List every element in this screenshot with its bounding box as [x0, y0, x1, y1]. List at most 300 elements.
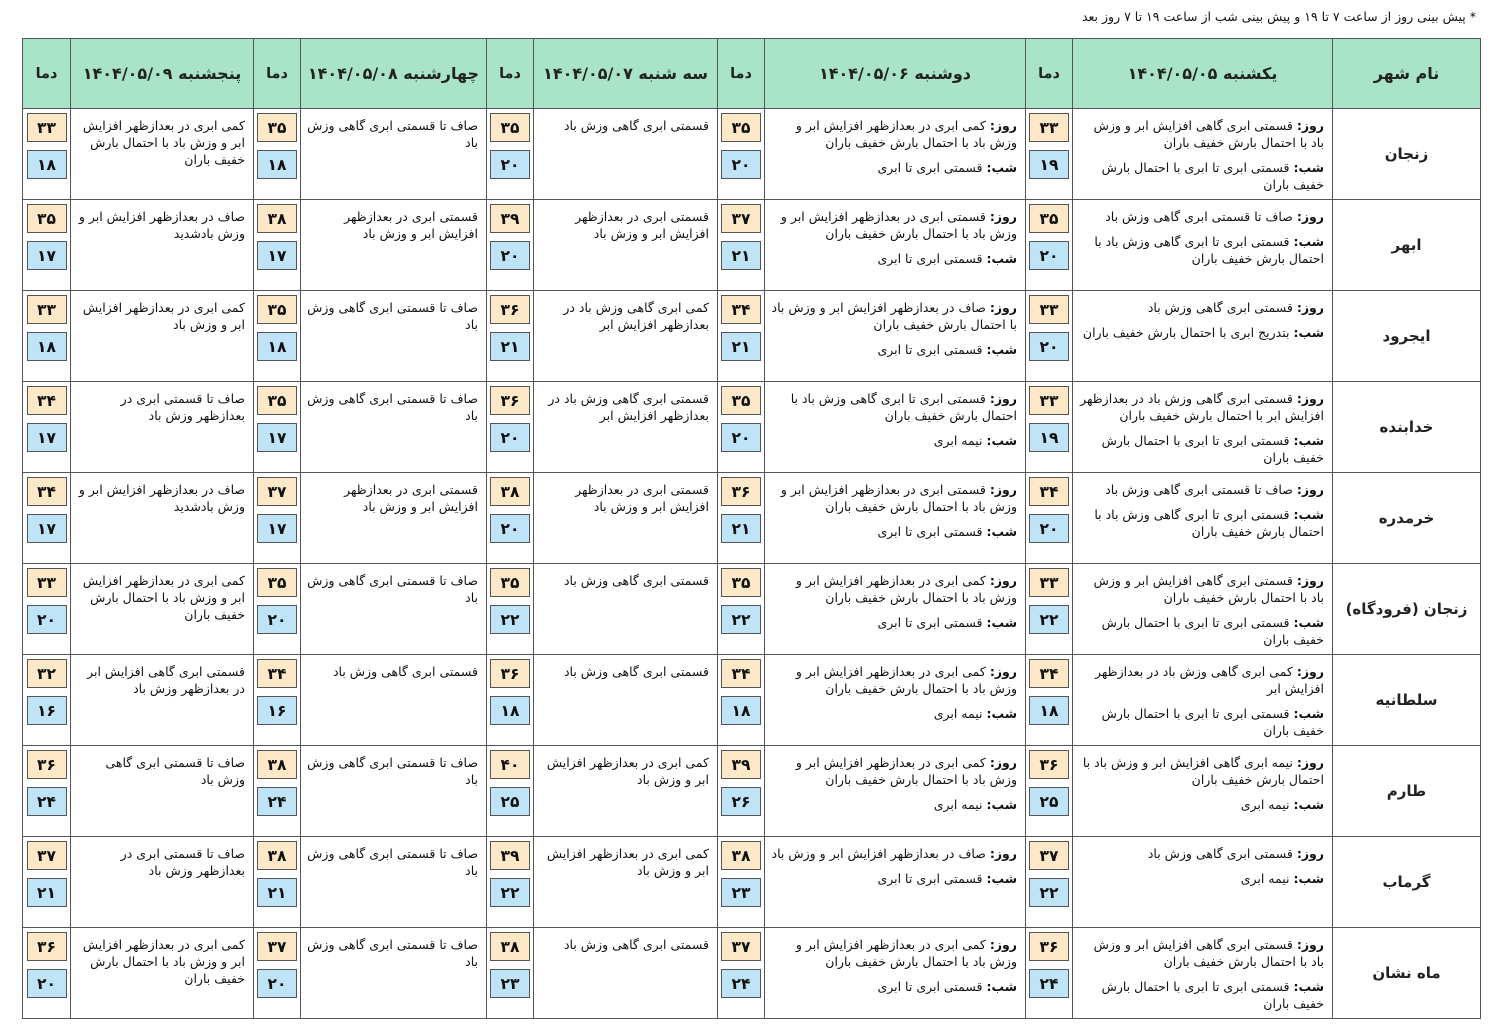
max-temp-badge: ۳۵ — [257, 568, 297, 597]
forecast-desc — [1073, 837, 1333, 928]
day-text: قسمتی ابری گاهی افزایش ابر و وزش باد با احتمال بارش خفیف باران — [1093, 118, 1324, 150]
forecast-text: صاف تا قسمتی ابری در بعدازظهر وزش باد — [120, 391, 245, 423]
forecast-desc — [301, 564, 487, 655]
temp-cell — [23, 746, 71, 837]
night-text: قسمتی ابری تا ابری با احتمال بارش خفیف باران — [1101, 433, 1324, 465]
temp-cell — [487, 746, 534, 837]
temp-cell — [23, 109, 71, 200]
max-temp-badge: ۳۳ — [1029, 113, 1069, 142]
min-temp-badge: ۲۲ — [1029, 878, 1069, 907]
day-label: روز: — [1296, 209, 1324, 224]
temp-cell — [718, 564, 765, 655]
max-temp-badge: ۳۷ — [257, 932, 297, 961]
night-forecast — [771, 250, 1017, 267]
temp-cell — [254, 291, 301, 382]
forecast-desc — [301, 291, 487, 382]
min-temp-badge: ۱۹ — [1029, 150, 1069, 179]
day-forecast — [771, 572, 1017, 606]
day-text: صاف تا قسمتی ابری گاهی وزش باد — [1105, 482, 1293, 497]
forecast-text: صاف تا قسمتی ابری گاهی وزش باد — [307, 937, 478, 969]
night-forecast — [1079, 870, 1324, 887]
day-label: روز: — [1296, 664, 1324, 679]
day-label: روز: — [989, 118, 1017, 133]
min-temp-badge: ۱۹ — [1029, 423, 1069, 452]
forecast-desc — [534, 200, 718, 291]
min-temp-badge: ۲۳ — [490, 969, 530, 998]
table-row — [23, 564, 1481, 655]
max-temp-badge: ۳۳ — [1029, 295, 1069, 324]
night-text: قسمتی ابری تا ابری — [877, 342, 983, 357]
temp-cell — [487, 109, 534, 200]
night-forecast — [1079, 233, 1324, 267]
min-temp-badge: ۲۰ — [27, 969, 67, 998]
forecast-desc — [301, 473, 487, 564]
night-forecast — [771, 341, 1017, 358]
forecast-text: قسمتی ابری گاهی وزش باد — [563, 573, 709, 588]
min-temp-badge: ۲۵ — [490, 787, 530, 816]
temp-cell — [1026, 109, 1073, 200]
day-forecast — [771, 299, 1017, 333]
temp-cell — [1026, 746, 1073, 837]
max-temp-badge: ۳۹ — [490, 204, 530, 233]
night-text: قسمتی ابری تا ابری — [877, 251, 983, 266]
night-label: شب: — [1293, 797, 1324, 812]
forecast-desc — [301, 109, 487, 200]
max-temp-badge: ۳۳ — [27, 295, 67, 324]
temp-cell — [487, 655, 534, 746]
night-text: قسمتی ابری تا ابری با احتمال بارش خفیف باران — [1101, 979, 1324, 1011]
night-forecast — [1079, 159, 1324, 193]
night-label: شب: — [1293, 979, 1324, 994]
day-label: روز: — [1296, 755, 1324, 770]
night-forecast — [771, 432, 1017, 449]
night-label: شب: — [1293, 433, 1324, 448]
forecast-text: قسمتی ابری در بعدازظهر افزایش ابر و وزش باد — [575, 209, 709, 241]
city-name: گرماب — [1333, 837, 1481, 928]
night-text: نیمه ابری — [1240, 797, 1290, 812]
day-forecast — [771, 117, 1017, 151]
max-temp-badge: ۳۷ — [1029, 841, 1069, 870]
night-label: شب: — [986, 706, 1017, 721]
day-text: قسمتی ابری گاهی وزش باد — [1147, 846, 1293, 861]
forecast-text: قسمتی ابری در بعدازظهر افزایش ابر و وزش باد — [344, 209, 478, 241]
forecast-desc — [765, 200, 1026, 291]
max-temp-badge: ۳۳ — [1029, 386, 1069, 415]
max-temp-badge: ۳۴ — [721, 295, 761, 324]
city-name: سلطانیه — [1333, 655, 1481, 746]
max-temp-badge: ۳۶ — [27, 932, 67, 961]
header-temp-0: دما — [1026, 39, 1073, 109]
temp-cell — [23, 837, 71, 928]
day-forecast — [1079, 663, 1324, 697]
day-forecast — [771, 208, 1017, 242]
forecast-desc — [534, 473, 718, 564]
min-temp-badge: ۲۰ — [27, 605, 67, 634]
min-temp-badge: ۱۷ — [27, 241, 67, 270]
night-forecast — [1079, 432, 1324, 466]
temp-cell — [23, 382, 71, 473]
forecast-text: قسمتی ابری در بعدازظهر افزایش ابر و وزش باد — [344, 482, 478, 514]
min-temp-badge: ۲۰ — [1029, 241, 1069, 270]
forecast-desc — [534, 564, 718, 655]
max-temp-badge: ۳۵ — [27, 204, 67, 233]
min-temp-badge: ۲۰ — [721, 423, 761, 452]
temp-cell — [718, 200, 765, 291]
forecast-text: صاف تا قسمتی ابری گاهی وزش باد — [307, 846, 478, 878]
forecast-text: صاف تا قسمتی ابری گاهی وزش باد — [307, 391, 478, 423]
forecast-desc — [71, 746, 254, 837]
day-text: قسمتی ابری گاهی افزایش ابر و وزش باد با احتمال بارش خفیف باران — [1093, 573, 1324, 605]
min-temp-badge: ۱۸ — [257, 150, 297, 179]
max-temp-badge: ۴۰ — [490, 750, 530, 779]
forecast-desc — [765, 837, 1026, 928]
forecast-desc — [71, 655, 254, 746]
max-temp-badge: ۳۷ — [721, 932, 761, 961]
forecast-desc — [765, 382, 1026, 473]
forecast-desc — [1073, 382, 1333, 473]
temp-cell — [487, 928, 534, 1019]
table-row — [23, 382, 1481, 473]
min-temp-badge: ۲۲ — [721, 605, 761, 634]
day-label: روز: — [989, 391, 1017, 406]
night-forecast — [771, 523, 1017, 540]
forecast-desc — [301, 382, 487, 473]
max-temp-badge: ۳۵ — [721, 568, 761, 597]
night-label: شب: — [986, 524, 1017, 539]
temp-cell — [487, 473, 534, 564]
temp-cell — [23, 655, 71, 746]
min-temp-badge: ۲۰ — [257, 969, 297, 998]
day-text: قسمتی ابری گاهی افزایش ابر و وزش باد با احتمال بارش خفیف باران — [1093, 937, 1324, 969]
day-text: کمی ابری در بعدازظهر افزایش ابر و وزش باد با احتمال بارش خفیف باران — [795, 937, 1017, 969]
table-row — [23, 200, 1481, 291]
header-day-4: پنجشنبه ۱۴۰۴/۰۵/۰۹ — [71, 39, 254, 109]
night-text: قسمتی ابری تا ابری — [877, 524, 983, 539]
max-temp-badge: ۳۴ — [1029, 477, 1069, 506]
max-temp-badge: ۳۲ — [27, 659, 67, 688]
temp-cell — [254, 655, 301, 746]
temp-cell — [718, 837, 765, 928]
day-forecast — [771, 845, 1017, 862]
forecast-text: صاف تا قسمتی ابری گاهی وزش باد — [307, 300, 478, 332]
day-forecast — [1079, 845, 1324, 862]
temp-cell — [718, 382, 765, 473]
day-label: روز: — [989, 755, 1017, 770]
forecast-desc — [534, 928, 718, 1019]
temp-cell — [1026, 837, 1073, 928]
temp-cell — [254, 382, 301, 473]
forecast-text: صاف تا قسمتی ابری گاهی وزش باد — [105, 755, 245, 787]
forecast-text: کمی ابری در بعدازظهر افزایش ابر و وزش باد با احتمال بارش خفیف باران — [82, 937, 245, 986]
min-temp-badge: ۲۰ — [721, 150, 761, 179]
max-temp-badge: ۳۹ — [490, 841, 530, 870]
forecast-desc — [765, 109, 1026, 200]
day-text: صاف تا قسمتی ابری گاهی وزش باد — [1105, 209, 1293, 224]
min-temp-badge: ۲۲ — [490, 878, 530, 907]
max-temp-badge: ۳۸ — [257, 841, 297, 870]
night-forecast — [771, 796, 1017, 813]
night-label: شب: — [1293, 615, 1324, 630]
temp-cell — [1026, 200, 1073, 291]
day-text: کمی ابری در بعدازظهر افزایش ابر و وزش باد با احتمال بارش خفیف باران — [795, 118, 1017, 150]
night-forecast — [771, 870, 1017, 887]
day-forecast — [771, 663, 1017, 697]
forecast-desc — [1073, 109, 1333, 200]
day-label: روز: — [989, 937, 1017, 952]
temp-cell — [1026, 291, 1073, 382]
night-text: قسمتی ابری تا ابری گاهی وزش باد با احتمال بارش خفیف باران — [1094, 507, 1324, 539]
city-name: زنجان (فرودگاه) — [1333, 564, 1481, 655]
forecast-desc — [1073, 564, 1333, 655]
min-temp-badge: ۲۰ — [257, 605, 297, 634]
min-temp-badge: ۱۷ — [257, 423, 297, 452]
temp-cell — [487, 837, 534, 928]
header-temp-3: دما — [254, 39, 301, 109]
night-label: شب: — [986, 342, 1017, 357]
night-text: قسمتی ابری تا ابری — [877, 160, 983, 175]
night-forecast — [1079, 506, 1324, 540]
forecast-text: کمی ابری در بعدازظهر افزایش ابر و وزش باد با احتمال بارش خفیف باران — [82, 118, 245, 167]
night-label: شب: — [1293, 871, 1324, 886]
max-temp-badge: ۳۴ — [27, 477, 67, 506]
day-label: روز: — [1296, 937, 1324, 952]
temp-cell — [718, 928, 765, 1019]
temp-cell — [718, 473, 765, 564]
day-forecast — [1079, 754, 1324, 788]
night-forecast — [1079, 614, 1324, 648]
day-text: صاف در بعدازظهر افزایش ابر و وزش باد با احتمال بارش خفیف باران — [771, 300, 1017, 332]
max-temp-badge: ۳۸ — [490, 477, 530, 506]
max-temp-badge: ۳۴ — [721, 659, 761, 688]
night-label: شب: — [986, 433, 1017, 448]
city-name: خدابنده — [1333, 382, 1481, 473]
table-row — [23, 109, 1481, 200]
header-day-0: یکشنبه ۱۴۰۴/۰۵/۰۵ — [1073, 39, 1333, 109]
temp-cell — [254, 200, 301, 291]
night-label: شب: — [1293, 706, 1324, 721]
city-name: ایجرود — [1333, 291, 1481, 382]
min-temp-badge: ۱۶ — [27, 696, 67, 725]
day-text: کمی ابری گاهی وزش باد در بعدازظهر افزایش ابر — [1095, 664, 1324, 696]
min-temp-badge: ۱۸ — [27, 150, 67, 179]
night-label: شب: — [986, 251, 1017, 266]
day-label: روز: — [989, 482, 1017, 497]
forecast-desc — [534, 837, 718, 928]
forecast-text: صاف در بعدازظهر افزایش ابر و وزش بادشدید — [78, 482, 245, 514]
forecast-desc — [1073, 473, 1333, 564]
forecast-desc — [765, 746, 1026, 837]
day-forecast — [1079, 299, 1324, 316]
max-temp-badge: ۳۹ — [721, 750, 761, 779]
max-temp-badge: ۳۶ — [1029, 932, 1069, 961]
temp-cell — [254, 928, 301, 1019]
max-temp-badge: ۳۶ — [27, 750, 67, 779]
min-temp-badge: ۲۱ — [721, 241, 761, 270]
temp-cell — [718, 291, 765, 382]
min-temp-badge: ۲۴ — [257, 787, 297, 816]
min-temp-badge: ۲۶ — [721, 787, 761, 816]
forecast-desc — [301, 746, 487, 837]
max-temp-badge: ۳۸ — [257, 750, 297, 779]
night-text: قسمتی ابری تا ابری — [877, 615, 983, 630]
night-label: شب: — [1293, 234, 1324, 249]
night-label: شب: — [986, 871, 1017, 886]
day-forecast — [1079, 572, 1324, 606]
min-temp-badge: ۲۴ — [721, 969, 761, 998]
max-temp-badge: ۳۴ — [257, 659, 297, 688]
temp-cell — [718, 655, 765, 746]
forecast-desc — [765, 655, 1026, 746]
forecast-text: قسمتی ابری گاهی وزش باد در بعدازظهر افزایش ابر — [548, 391, 709, 423]
forecast-desc — [765, 473, 1026, 564]
forecast-text: قسمتی ابری گاهی وزش باد — [563, 937, 709, 952]
forecast-desc — [534, 382, 718, 473]
min-temp-badge: ۲۰ — [1029, 514, 1069, 543]
day-label: روز: — [1296, 482, 1324, 497]
header-temp-2: دما — [487, 39, 534, 109]
temp-cell — [1026, 382, 1073, 473]
forecast-text: صاف تا قسمتی ابری گاهی وزش باد — [307, 573, 478, 605]
forecast-text: کمی ابری گاهی وزش باد در بعدازظهر افزایش ابر — [563, 300, 709, 332]
max-temp-badge: ۳۵ — [490, 568, 530, 597]
night-forecast — [771, 705, 1017, 722]
header-day-3: چهارشنبه ۱۴۰۴/۰۵/۰۸ — [301, 39, 487, 109]
night-label: شب: — [1293, 160, 1324, 175]
forecast-desc — [765, 928, 1026, 1019]
max-temp-badge: ۳۳ — [27, 568, 67, 597]
min-temp-badge: ۱۶ — [257, 696, 297, 725]
forecast-text: قسمتی ابری گاهی وزش باد — [563, 118, 709, 133]
max-temp-badge: ۳۷ — [257, 477, 297, 506]
night-forecast — [1079, 705, 1324, 739]
table-row — [23, 746, 1481, 837]
max-temp-badge: ۳۵ — [490, 113, 530, 142]
forecast-desc — [71, 382, 254, 473]
forecast-table — [22, 38, 1481, 1019]
night-text: نیمه ابری — [933, 706, 983, 721]
table-row — [23, 473, 1481, 564]
city-name: ابهر — [1333, 200, 1481, 291]
forecast-text: صاف تا قسمتی ابری گاهی وزش باد — [307, 118, 478, 150]
night-forecast — [1079, 324, 1324, 341]
city-name: خرمدره — [1333, 473, 1481, 564]
max-temp-badge: ۳۵ — [1029, 204, 1069, 233]
min-temp-badge: ۱۸ — [27, 332, 67, 361]
city-name: طارم — [1333, 746, 1481, 837]
forecast-text: کمی ابری در بعدازظهر افزایش ابر و وزش باد — [546, 846, 709, 878]
forecast-desc — [301, 837, 487, 928]
day-label: روز: — [989, 573, 1017, 588]
night-label: شب: — [986, 615, 1017, 630]
min-temp-badge: ۲۲ — [490, 605, 530, 634]
day-text: قسمتی ابری در بعدازظهر افزایش ابر و وزش باد با احتمال بارش خفیف باران — [780, 209, 1017, 241]
day-forecast — [771, 754, 1017, 788]
max-temp-badge: ۳۵ — [257, 113, 297, 142]
forecast-desc — [71, 473, 254, 564]
forecast-desc — [71, 200, 254, 291]
night-text: قسمتی ابری تا ابری با احتمال بارش خفیف باران — [1101, 615, 1324, 647]
min-temp-badge: ۱۷ — [257, 241, 297, 270]
min-temp-badge: ۲۰ — [490, 150, 530, 179]
min-temp-badge: ۲۰ — [490, 423, 530, 452]
forecast-desc — [534, 109, 718, 200]
temp-cell — [254, 109, 301, 200]
min-temp-badge: ۲۱ — [721, 332, 761, 361]
header-day-1: دوشنبه ۱۴۰۴/۰۵/۰۶ — [765, 39, 1026, 109]
forecast-desc — [71, 109, 254, 200]
forecast-text: قسمتی ابری گاهی افزایش ابر در بعدازظهر وزش باد — [87, 664, 245, 696]
temp-cell — [1026, 564, 1073, 655]
max-temp-badge: ۳۴ — [1029, 659, 1069, 688]
min-temp-badge: ۱۸ — [721, 696, 761, 725]
header-row — [23, 39, 1481, 109]
forecast-text: صاف تا قسمتی ابری گاهی وزش باد — [307, 755, 478, 787]
min-temp-badge: ۱۷ — [27, 423, 67, 452]
temp-cell — [487, 291, 534, 382]
forecast-text: صاف تا قسمتی ابری در بعدازظهر وزش باد — [120, 846, 245, 878]
night-text: نیمه ابری — [933, 797, 983, 812]
temp-cell — [254, 564, 301, 655]
day-text: صاف در بعدازظهر افزایش ابر و وزش باد — [771, 846, 986, 861]
max-temp-badge: ۳۸ — [490, 932, 530, 961]
max-temp-badge: ۳۷ — [721, 204, 761, 233]
day-forecast — [1079, 936, 1324, 970]
table-row — [23, 837, 1481, 928]
city-name: زنجان — [1333, 109, 1481, 200]
day-label: روز: — [989, 300, 1017, 315]
night-text: نیمه ابری — [1240, 871, 1290, 886]
forecast-desc — [301, 200, 487, 291]
day-label: روز: — [1296, 573, 1324, 588]
header-day-2: سه شنبه ۱۴۰۴/۰۵/۰۷ — [534, 39, 718, 109]
day-label: روز: — [1296, 300, 1324, 315]
night-text: قسمتی ابری تا ابری با احتمال بارش خفیف باران — [1101, 706, 1324, 738]
table-row — [23, 655, 1481, 746]
day-label: روز: — [1296, 391, 1324, 406]
day-forecast — [1079, 390, 1324, 424]
min-temp-badge: ۲۱ — [721, 514, 761, 543]
day-forecast — [1079, 117, 1324, 151]
day-text: قسمتی ابری گاهی وزش باد — [1147, 300, 1293, 315]
min-temp-badge: ۲۴ — [1029, 969, 1069, 998]
forecast-desc — [301, 655, 487, 746]
min-temp-badge: ۲۱ — [257, 878, 297, 907]
day-label: روز: — [989, 664, 1017, 679]
night-text: قسمتی ابری تا ابری گاهی وزش باد با احتمال بارش خفیف باران — [1094, 234, 1324, 266]
night-text: نیمه ابری — [933, 433, 983, 448]
forecast-text: صاف در بعدازظهر افزایش ابر و وزش بادشدید — [78, 209, 245, 241]
min-temp-badge: ۱۸ — [257, 332, 297, 361]
min-temp-badge: ۲۰ — [490, 514, 530, 543]
table-row — [23, 291, 1481, 382]
min-temp-badge: ۲۴ — [27, 787, 67, 816]
min-temp-badge: ۲۱ — [27, 878, 67, 907]
day-label: روز: — [1296, 118, 1324, 133]
header-temp-4: دما — [23, 39, 71, 109]
max-temp-badge: ۳۳ — [1029, 568, 1069, 597]
min-temp-badge: ۲۱ — [490, 332, 530, 361]
header-temp-1: دما — [718, 39, 765, 109]
min-temp-badge: ۱۸ — [1029, 696, 1069, 725]
night-forecast — [1079, 796, 1324, 813]
max-temp-badge: ۳۷ — [27, 841, 67, 870]
max-temp-badge: ۳۶ — [490, 295, 530, 324]
temp-cell — [1026, 473, 1073, 564]
night-text: بتدریج ابری با احتمال بارش خفیف باران — [1082, 325, 1290, 340]
max-temp-badge: ۳۸ — [257, 204, 297, 233]
day-text: کمی ابری در بعدازظهر افزایش ابر و وزش باد با احتمال بارش خفیف باران — [795, 573, 1017, 605]
day-forecast — [771, 936, 1017, 970]
